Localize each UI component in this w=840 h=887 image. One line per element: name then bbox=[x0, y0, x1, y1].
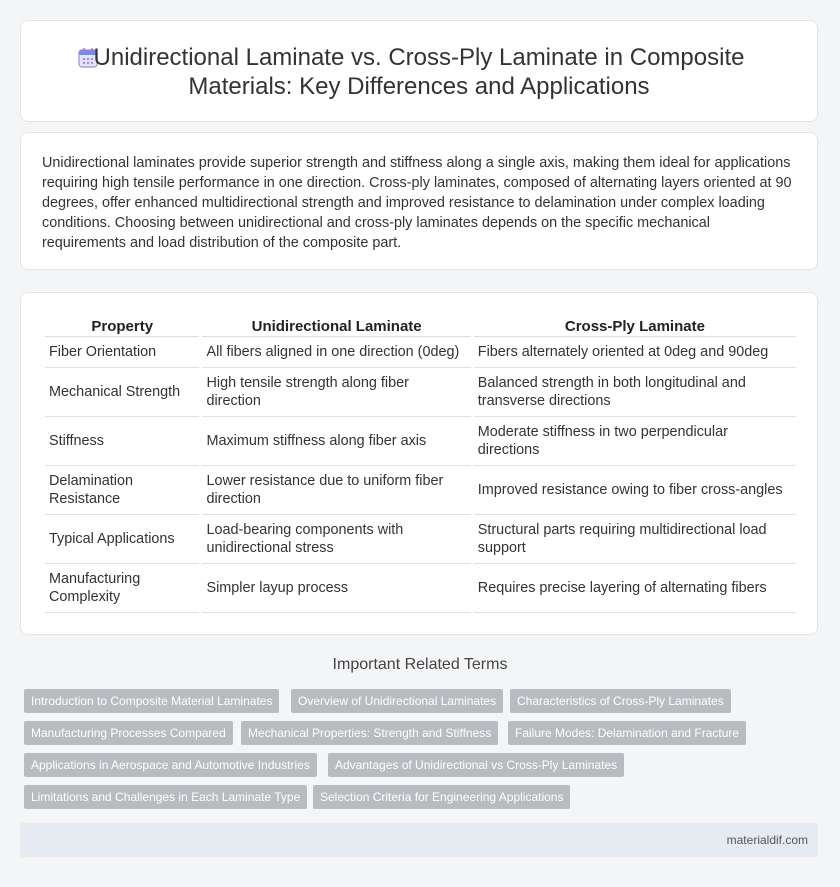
cell-property: Mechanical Strength bbox=[45, 368, 199, 417]
cell-property: Stiffness bbox=[45, 417, 199, 466]
table-row bbox=[45, 337, 796, 368]
related-tag[interactable]: Advantages of Unidirectional vs Cross-Ply Laminates bbox=[328, 753, 624, 777]
cell-unidirectional: High tensile strength along fiber direction bbox=[202, 368, 470, 417]
header-cross-ply: Cross-Ply Laminate bbox=[474, 316, 796, 337]
header-unidirectional: Unidirectional Laminate bbox=[202, 316, 470, 337]
cell-cross-ply: Balanced strength in both longitudinal and transverse directions bbox=[474, 368, 796, 417]
related-tag[interactable]: Mechanical Properties: Strength and Stiffness bbox=[241, 721, 498, 745]
cell-property: Manufacturing Complexity bbox=[45, 564, 199, 613]
table-header-row bbox=[45, 316, 796, 337]
related-tag[interactable]: Selection Criteria for Engineering Applications bbox=[313, 785, 570, 809]
cell-property: Fiber Orientation bbox=[45, 337, 199, 368]
summary-card bbox=[20, 132, 818, 270]
footer bbox=[20, 823, 818, 857]
related-tag[interactable]: Introduction to Composite Material Laminates bbox=[24, 689, 279, 713]
cell-unidirectional: Load-bearing components with unidirectional stress bbox=[202, 515, 470, 564]
cell-property: Typical Applications bbox=[45, 515, 199, 564]
cell-cross-ply: Structural parts requiring multidirectional load support bbox=[474, 515, 796, 564]
comparison-table-card bbox=[20, 292, 818, 635]
header-card bbox=[20, 20, 818, 122]
table-row bbox=[45, 515, 796, 564]
cell-unidirectional: Lower resistance due to uniform fiber direction bbox=[202, 466, 470, 515]
cell-property: Delamination Resistance bbox=[45, 466, 199, 515]
cell-cross-ply: Improved resistance owing to fiber cross-angles bbox=[474, 466, 796, 515]
cell-unidirectional: Maximum stiffness along fiber axis bbox=[202, 417, 470, 466]
table-row bbox=[45, 564, 796, 613]
related-terms-title: Important Related Terms bbox=[332, 656, 508, 673]
table-row bbox=[45, 466, 796, 515]
related-tag[interactable]: Failure Modes: Delamination and Fracture bbox=[508, 721, 746, 745]
header-property: Property bbox=[45, 316, 199, 337]
related-tag[interactable]: Applications in Aerospace and Automotive Industries bbox=[24, 753, 317, 777]
related-tag[interactable]: Overview of Unidirectional Laminates bbox=[291, 689, 503, 713]
cell-unidirectional: All fibers aligned in one direction (0deg) bbox=[202, 337, 470, 368]
table-row bbox=[45, 368, 796, 417]
cell-unidirectional: Simpler layup process bbox=[202, 564, 470, 613]
related-tag[interactable]: Manufacturing Processes Compared bbox=[24, 721, 233, 745]
cell-cross-ply: Moderate stiffness in two perpendicular directions bbox=[474, 417, 796, 466]
table-row bbox=[45, 417, 796, 466]
footer-site-link[interactable]: materialdif.com bbox=[726, 833, 808, 847]
page-title: Unidirectional Laminate vs. Cross-Ply Laminate in Composite Materials: Key Differences and Applications bbox=[93, 44, 745, 100]
related-tag[interactable]: Characteristics of Cross-Ply Laminates bbox=[510, 689, 731, 713]
summary-text: Unidirectional laminates provide superior strength and stiffness along a single axis, making them ideal for applications requiring high tensile performance in one direction. Cross-ply laminates, composed of alternating layers oriented at 90 degrees, offer enhanced multidirectional strength and improved resistance to delamination under complex loading conditions. Choosing between unidirectional and cross-ply laminates depends on the specific mechanical requirements and load distribution of the composite part. bbox=[42, 155, 792, 251]
cell-cross-ply: Requires precise layering of alternating fibers bbox=[474, 564, 796, 613]
cell-cross-ply: Fibers alternately oriented at 0deg and 90deg bbox=[474, 337, 796, 368]
related-tag[interactable]: Limitations and Challenges in Each Laminate Type bbox=[24, 785, 307, 809]
comparison-table bbox=[42, 316, 799, 613]
